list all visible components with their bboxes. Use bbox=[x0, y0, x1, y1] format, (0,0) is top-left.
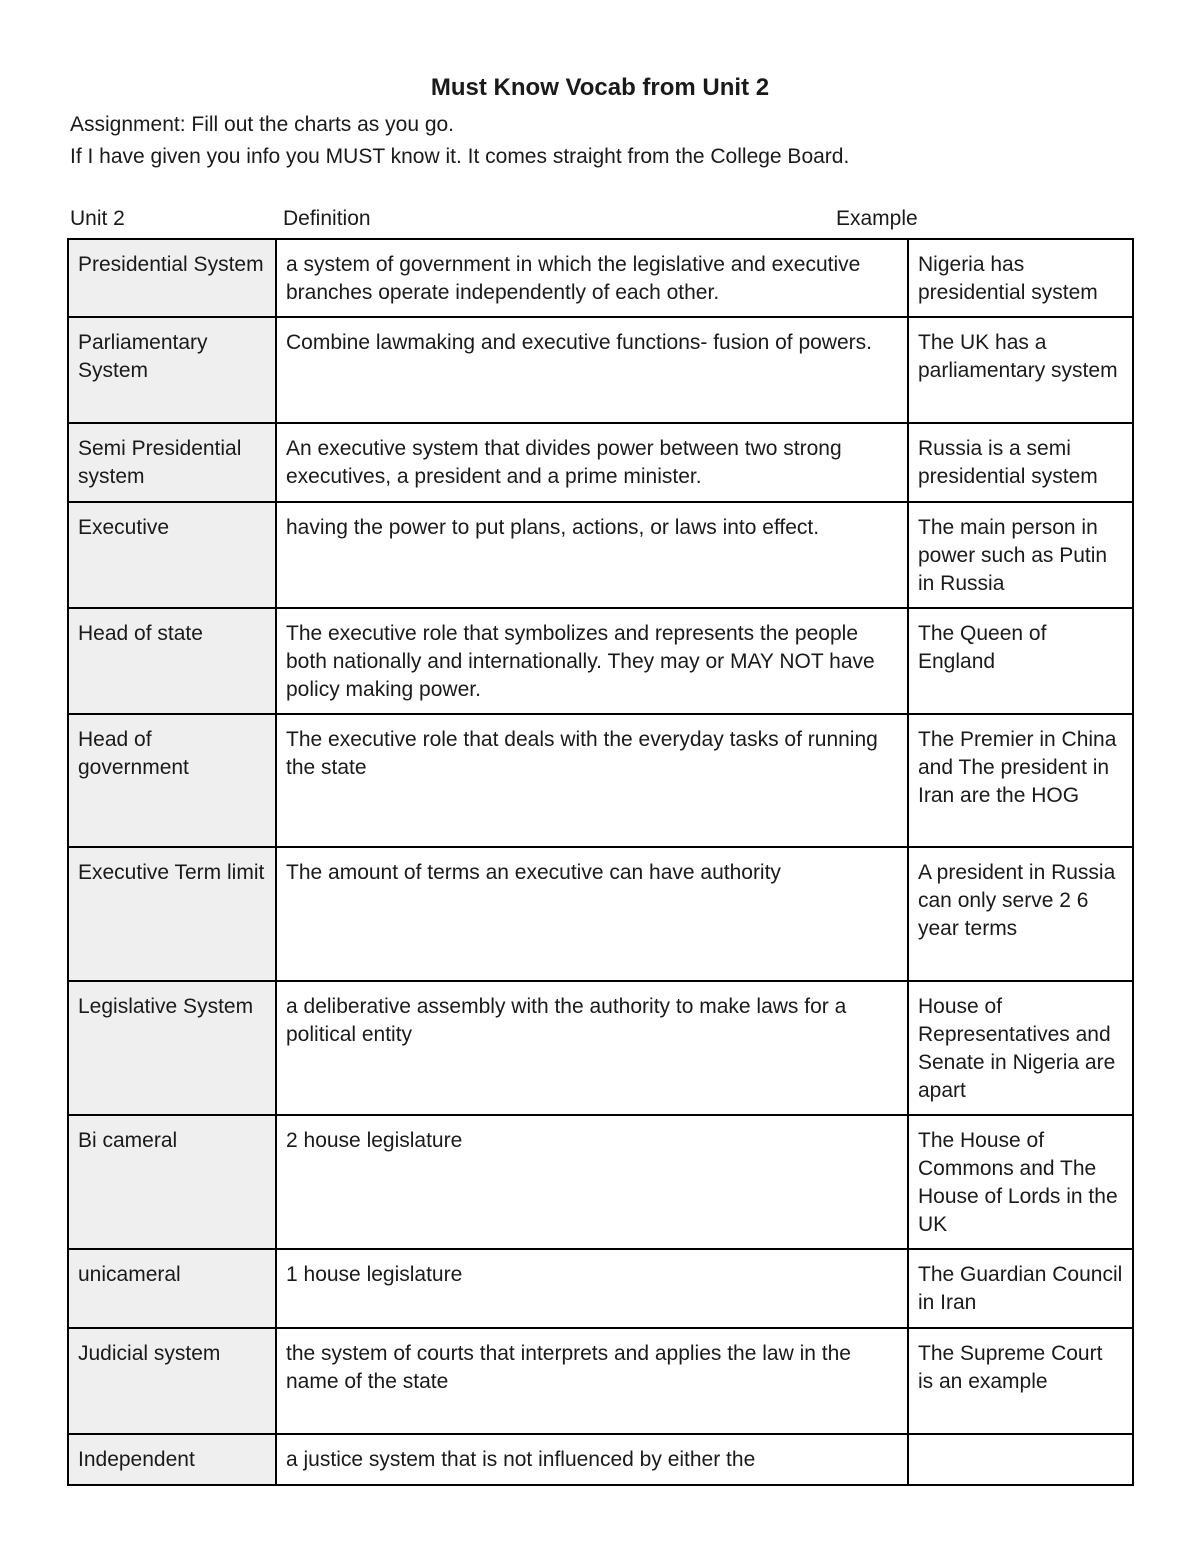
definition-cell: Combine lawmaking and executive functions- fusion of powers. bbox=[276, 317, 908, 423]
example-cell: The main person in power such as Putin in Russia bbox=[908, 502, 1133, 608]
example-cell: A president in Russia can only serve 2 6 year terms bbox=[908, 847, 1133, 981]
example-cell: The Queen of England bbox=[908, 608, 1133, 714]
example-cell: The House of Commons and The House of Lords in the UK bbox=[908, 1115, 1133, 1249]
definition-cell: The amount of terms an executive can have authority bbox=[276, 847, 908, 981]
column-header-definition: Definition bbox=[283, 207, 371, 230]
table-row bbox=[68, 1249, 1133, 1328]
table-row bbox=[68, 502, 1133, 608]
term-cell: unicameral bbox=[68, 1249, 276, 1328]
definition-cell: a system of government in which the legislative and executive branches operate independently of each other. bbox=[276, 239, 908, 317]
term-cell: Judicial system bbox=[68, 1328, 276, 1434]
definition-cell: 2 house legislature bbox=[276, 1115, 908, 1249]
column-header-term: Unit 2 bbox=[70, 207, 125, 230]
vocab-table bbox=[67, 238, 1134, 1486]
example-cell: Nigeria has presidential system bbox=[908, 239, 1133, 317]
example-cell: House of Representatives and Senate in Nigeria are apart bbox=[908, 981, 1133, 1115]
definition-cell: having the power to put plans, actions, or laws into effect. bbox=[276, 502, 908, 608]
example-cell: The UK has a parliamentary system bbox=[908, 317, 1133, 423]
table-row bbox=[68, 847, 1133, 981]
definition-cell: a justice system that is not influenced by either the bbox=[276, 1434, 908, 1485]
example-cell: The Premier in China and The president in Iran are the HOG bbox=[908, 714, 1133, 847]
table-row bbox=[68, 608, 1133, 714]
table-row bbox=[68, 239, 1133, 317]
definition-cell: The executive role that deals with the everyday tasks of running the state bbox=[276, 714, 908, 847]
definition-cell: the system of courts that interprets and applies the law in the name of the state bbox=[276, 1328, 908, 1434]
example-cell: Russia is a semi presidential system bbox=[908, 423, 1133, 502]
term-cell: Executive bbox=[68, 502, 276, 608]
table-row bbox=[68, 1328, 1133, 1434]
example-cell bbox=[908, 1434, 1133, 1485]
table-row bbox=[68, 317, 1133, 423]
table-row bbox=[68, 714, 1133, 847]
definition-cell: 1 house legislature bbox=[276, 1249, 908, 1328]
definition-cell: The executive role that symbolizes and represents the people both nationally and internationally. They may or MAY NOT have policy making power. bbox=[276, 608, 908, 714]
assignment-instruction: Assignment: Fill out the charts as you go. bbox=[70, 113, 455, 136]
term-cell: Legislative System bbox=[68, 981, 276, 1115]
term-cell: Independent bbox=[68, 1434, 276, 1485]
term-cell: Executive Term limit bbox=[68, 847, 276, 981]
table-row bbox=[68, 981, 1133, 1115]
term-cell: Head of government bbox=[68, 714, 276, 847]
definition-cell: a deliberative assembly with the authority to make laws for a political entity bbox=[276, 981, 908, 1115]
definition-cell: An executive system that divides power between two strong executives, a president and a prime minister. bbox=[276, 423, 908, 502]
term-cell: Presidential System bbox=[68, 239, 276, 317]
term-cell: Semi Presidential system bbox=[68, 423, 276, 502]
term-cell: Parliamentary System bbox=[68, 317, 276, 423]
example-cell: The Supreme Court is an example bbox=[908, 1328, 1133, 1434]
table-row bbox=[68, 423, 1133, 502]
term-cell: Bi cameral bbox=[68, 1115, 276, 1249]
page-title: Must Know Vocab from Unit 2 bbox=[430, 74, 770, 101]
college-board-note: If I have given you info you MUST know it. It comes straight from the College Board. bbox=[70, 145, 850, 168]
table-row bbox=[68, 1115, 1133, 1249]
column-header-example: Example bbox=[836, 207, 918, 230]
term-cell: Head of state bbox=[68, 608, 276, 714]
example-cell: The Guardian Council in Iran bbox=[908, 1249, 1133, 1328]
table-row bbox=[68, 1434, 1133, 1485]
